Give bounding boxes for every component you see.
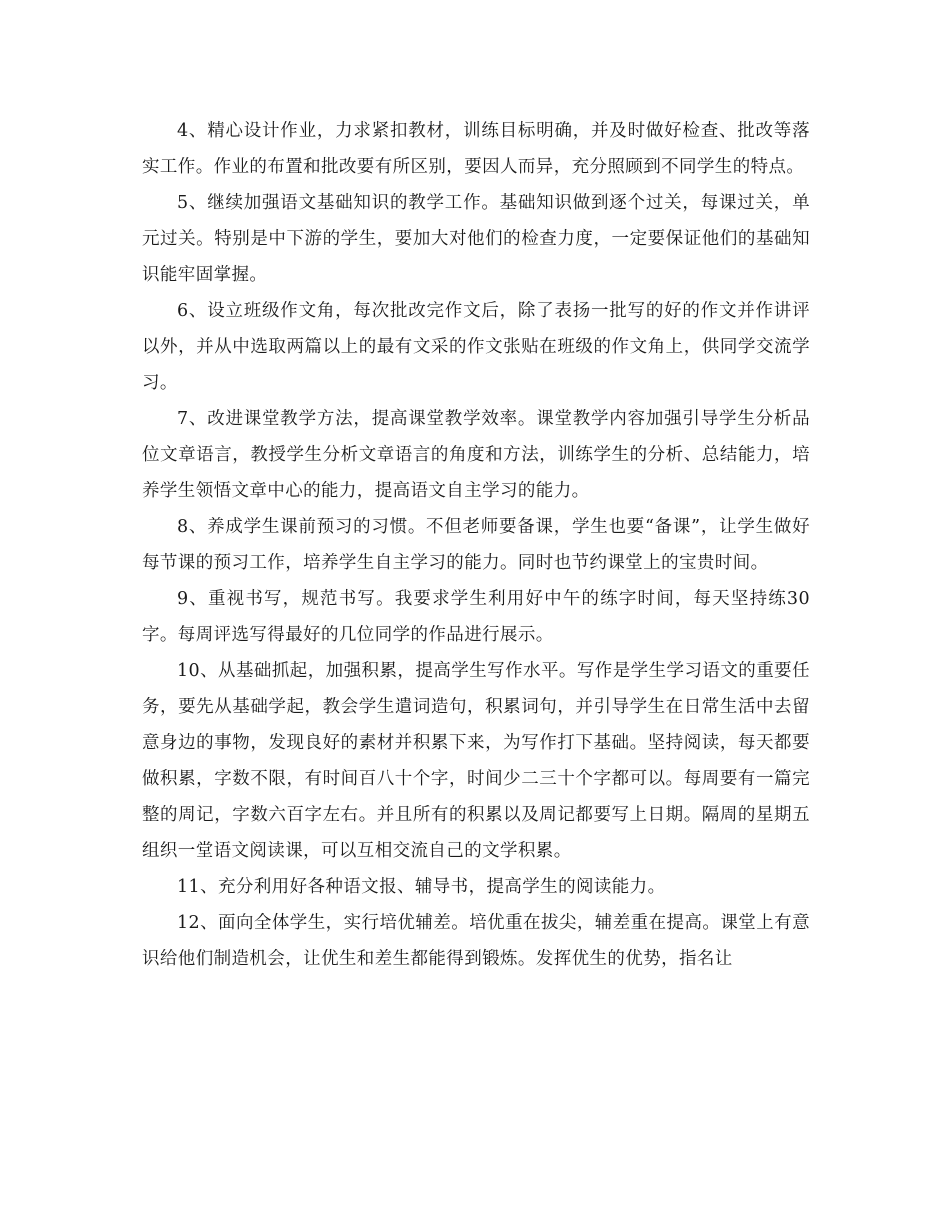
paragraph-item-4: 4、精心设计作业，力求紧扣教材，训练目标明确，并及时做好检查、批改等落实工作。作业的布置和批改要有所区别，要因人而异，充分照顾到不同学生的特点。: [142, 121, 810, 177]
paragraph-item-7: 7、改进课堂教学方法，提高课堂教学效率。课堂教学内容加强引导学生分析品位文章语言，教授学生分析文章语言的角度和方法，训练学生的分析、总结能力，培养学生领悟文章中心的能力，提高语文自主学习的能力。: [142, 409, 810, 501]
paragraph-item-9: 9、重视书写，规范书写。我要求学生利用好中午的练字时间，每天坚持练30字。每周评选写得最好的几位同学的作品进行展示。: [142, 589, 810, 645]
paragraph-item-5: 5、继续加强语文基础知识的教学工作。基础知识做到逐个过关，每课过关，单元过关。特别是中下游的学生，要加大对他们的检查力度，一定要保证他们的基础知识能牢固掌握。: [142, 193, 810, 285]
document-body: [142, 113, 810, 977]
paragraph-item-8: 8、养成学生课前预习的习惯。不但老师要备课，学生也要“备课”，让学生做好每节课的预习工作，培养学生自主学习的能力。同时也节约课堂上的宝贵时间。: [142, 517, 810, 573]
paragraph-item-10: 10、从基础抓起，加强积累，提高学生写作水平。写作是学生学习语文的重要任务，要先从基础学起，教会学生遣词造句，积累词句，并引导学生在日常生活中去留意身边的事物，发现良好的素材并积累下来，为写作打下基础。坚持阅读，每天都要做积累，字数不限，有时间百八十个字，时间少二三十个字都可以。每周要有一篇完整的周记，字数六百字左右。并且所有的积累以及周记都要写上日期。隔周的星期五组织一堂语文阅读课，可以互相交流自己的文学积累。: [142, 661, 810, 861]
paragraph-item-11: 11、充分利用好各种语文报、辅导书，提高学生的阅读能力。: [177, 877, 666, 897]
paragraph-item-12: 12、面向全体学生，实行培优辅差。培优重在拔尖，辅差重在提高。课堂上有意识给他们制造机会，让优生和差生都能得到锻炼。发挥优生的优势，指名让: [142, 913, 810, 969]
paragraph-item-6: 6、设立班级作文角，每次批改完作文后，除了表扬一批写的好的作文并作讲评以外，并从中选取两篇以上的最有文采的作文张贴在班级的作文角上，供同学交流学习。: [142, 301, 810, 393]
